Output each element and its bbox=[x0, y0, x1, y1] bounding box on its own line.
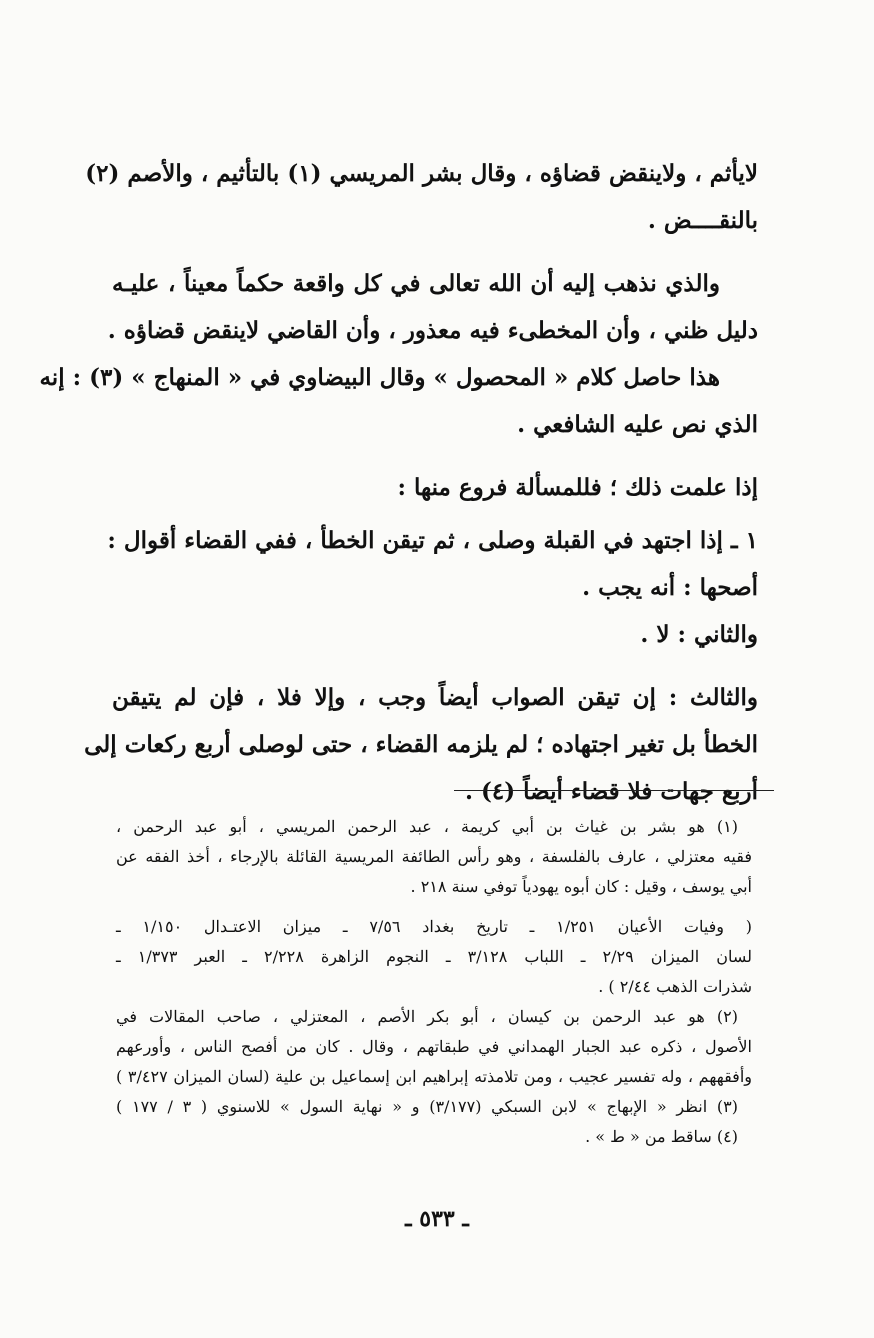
list-item: ١ ـ إذا اجتهد في القبلة وصلى ، ثم تيقن الخطأ ، ففي القضاء أقوال : bbox=[107, 527, 758, 554]
page-number: ـ ٥٣٣ ـ bbox=[405, 1206, 469, 1232]
footnote-line: أبي يوسف ، وقيل : كان أبوه يهودياً توفي سنة ٢١٨ . bbox=[410, 877, 752, 896]
main-line: أربع جهات فلا قضاء أيضاً (٤) . bbox=[464, 778, 758, 805]
paragraph-line: هذا حاصل كلام « المحصول » وقال البيضاوي في « المنهاج » (٣) : إنه bbox=[39, 364, 720, 391]
main-line: دليل ظني ، وأن المخطىء فيه معذور ، وأن القاضي لاينقض قضاؤه . bbox=[107, 317, 758, 344]
main-line: بالنقــــض . bbox=[647, 207, 758, 234]
footnote-line: (٣) انظر « الإبهاج » لابن السبكي (٣/١٧٧) و « نهاية السول » للاسنوي ( ٣ / ١٧٧ ) bbox=[116, 1097, 739, 1116]
main-line: الذي نص عليه الشافعي . bbox=[517, 411, 758, 438]
footnote-line: (١) هو بشر بن غياث بن أبي كريمة ، عبد الرحمن المريسي ، أبو عبد الرحمن ، bbox=[116, 817, 738, 836]
footnote-line: لسان الميزان ٢/٢٩ ـ اللباب ٣/١٢٨ ـ النجوم الزاهرة ٢/٢٢٨ ـ العبر ١/٣٧٣ ـ bbox=[116, 947, 753, 966]
footnote-line: وأفقههم ، وله تفسير عجيب ، ومن تلامذته إبراهيم ابن إسماعيل بن علية (لسان الميزان ٣/٤٢٧ ) bbox=[116, 1067, 752, 1086]
main-line: لايأثم ، ولاينقض قضاؤه ، وقال بشر المريسي (١) بالتأثيم ، والأصم (٢) bbox=[85, 160, 758, 187]
footnote-line: فقيه معتزلي ، عارف بالفلسفة ، وهو رأس الطائفة المريسية القائلة بالإرجاء ، أخذ الفقه عن bbox=[116, 847, 752, 866]
main-line: والثاني : لا . bbox=[640, 621, 758, 648]
main-line: الخطأ بل تغير اجتهاده ؛ لم يلزمه القضاء ، حتى لوصلى أربع ركعات إلى bbox=[84, 731, 758, 758]
main-text bbox=[39, 150, 758, 815]
footnotes bbox=[116, 812, 752, 1152]
footnote-line: ( وفيات الأعيان ١/٢٥١ ـ تاريخ بغداد ٧/٥٦ ـ ميزان الاعتـدال ١/١٥٠ ـ bbox=[116, 917, 752, 936]
footnote-line: شذرات الذهب ٢/٤٤ ) . bbox=[598, 977, 752, 996]
section-heading: إذا علمت ذلك ؛ فللمسألة فروع منها : bbox=[397, 474, 758, 501]
footnote-line: (٢) هو عبد الرحمن بن كيسان ، أبو بكر الأصم ، المعتزلي ، صاحب المقالات في bbox=[116, 1007, 738, 1026]
footnote-line: الأصول ، ذكره عبد الجبار الهمداني في طبقاتهم ، وقال . كان من أفصح الناس ، وأورعهم bbox=[116, 1037, 752, 1056]
paragraph-line: والذي نذهب إليه أن الله تعالى في كل واقعة حكماً معيناً ، عليـه bbox=[112, 270, 720, 297]
footnote-separator bbox=[454, 790, 774, 791]
main-line: أصحها : أنه يجب . bbox=[582, 574, 758, 601]
footnote-line: (٤) ساقط من « ط » . bbox=[585, 1127, 738, 1146]
main-line: والثالث : إن تيقن الصواب أيضاً وجب ، وإلا فلا ، فإن لم يتيقن bbox=[112, 684, 758, 711]
